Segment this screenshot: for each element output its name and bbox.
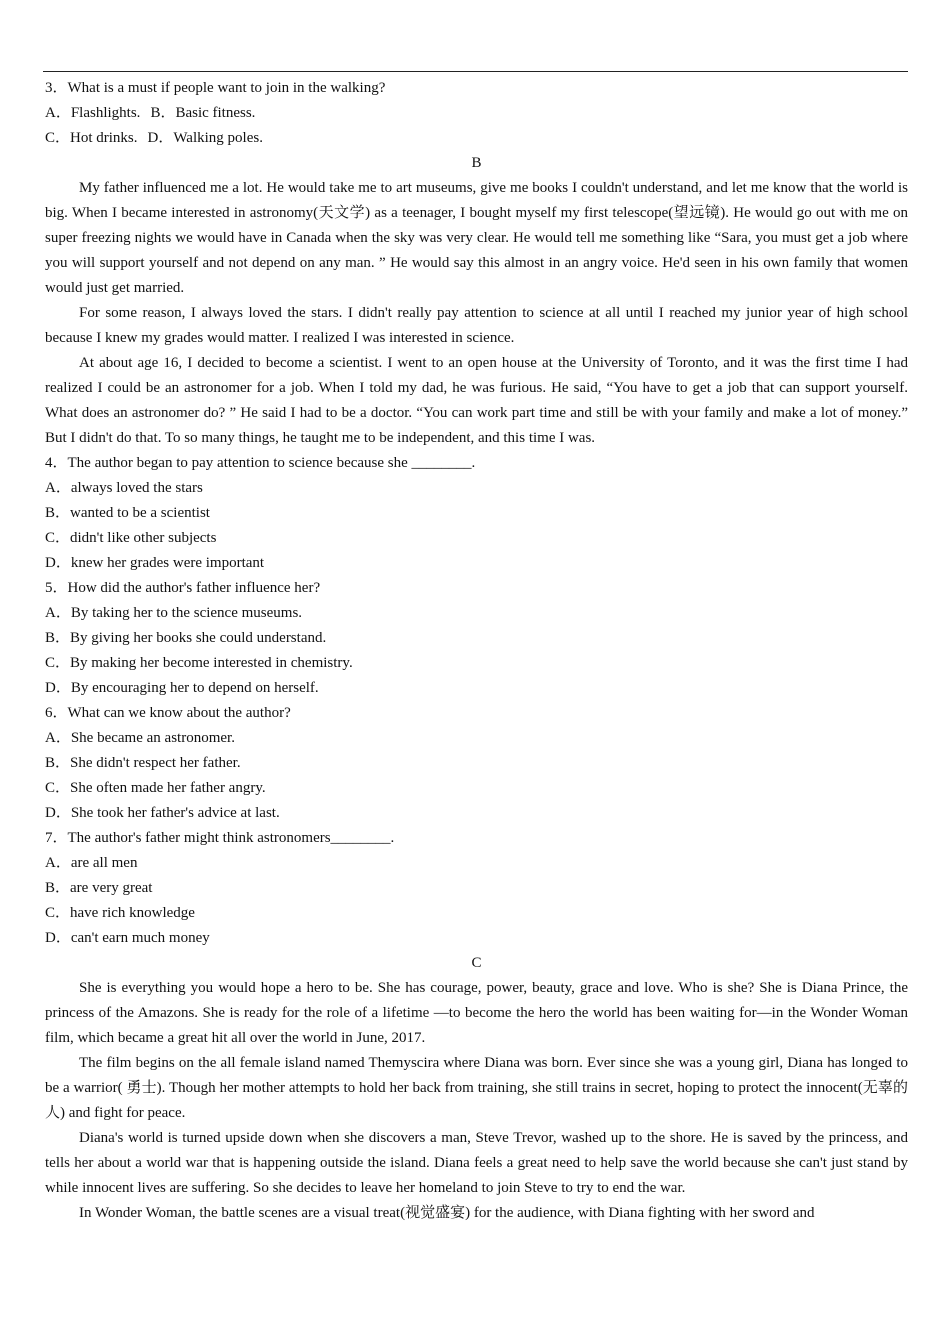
question-6: 6．What can we know about the author? — [45, 705, 291, 721]
question-3: 3．What is a must if people want to join in the walking? — [45, 80, 386, 96]
option-4b[interactable]: B．wanted to be a scientist — [45, 505, 210, 521]
section-c-paragraph-4: In Wonder Woman, the battle scenes are a visual treat(视觉盛宴) for the audience, with Diana fighting with her sword and — [79, 1205, 815, 1221]
section-b-paragraph-3: At about age 16, I decided to become a scientist. I went to an open house at the University of Toronto, and it was the first time I had realized I could be an astronomer for a job. When I told my dad, he was furious. He said, “You have to get a job that can support yourself. What does an astronomer do? ” He said I had to be a doctor. “You can work part time and still be with your family and make a lot of money.” But I didn't do that. To so many things, he taught me to be independent, and this time I was. — [45, 355, 908, 446]
option-4d[interactable]: D．knew her grades were important — [45, 555, 265, 571]
option-4c[interactable]: C．didn't like other subjects — [45, 530, 217, 546]
option-5d[interactable]: D．By encouraging her to depend on herself. — [45, 680, 319, 696]
section-c-paragraph-1: She is everything you would hope a hero to be. She has courage, power, beauty, grace and love. Who is she? She is Diana Prince, the princess of the Amazons. She is ready for the role of a lifetime —to become the hero the world has been waiting for—in the Wonder Woman film, which became a great hit all over the world in June, 2017. — [45, 980, 908, 1046]
question-3-options-row-1 — [45, 101, 908, 126]
option-6c[interactable]: C．She often made her father angry. — [45, 780, 266, 796]
section-b-paragraph-1: My father influenced me a lot. He would take me to art museums, give me books I couldn't understand, and let me know that the world is big. When I became interested in astronomy(天文学) as a teenager, I bought myself my first telescope(望远镜). He would go out with me on super freezing nights we would have in Canada when the sky was very clear. He would tell me something like “Sara, you must get a job where you will support yourself and not depend on any man. ” He would say this almost in an angry voice. He'd seen in his own family that women would just get married. — [45, 180, 908, 296]
question-3-options-row-2 — [45, 126, 908, 151]
option-6a[interactable]: A．She became an astronomer. — [45, 730, 235, 746]
option-7a[interactable]: A．are all men — [45, 855, 138, 871]
option-7b[interactable]: B．are very great — [45, 880, 153, 896]
question-7: 7．The author's father might think astronomers________. — [45, 830, 395, 846]
section-b-paragraph-2: For some reason, I always loved the stars. I didn't really pay attention to science at all until I reached my junior year of high school because I knew my grades would matter. I realized I was interested in science. — [45, 305, 908, 346]
option-5c[interactable]: C．By making her become interested in chemistry. — [45, 655, 353, 671]
option-3a[interactable]: A．Flashlights. — [45, 105, 141, 121]
question-4: 4．The author began to pay attention to science because she ________. — [45, 455, 476, 471]
section-c-paragraph-2: The film begins on the all female island named Themyscira where Diana was born. Ever since she was a young girl, Diana has longed to be a warrior( 勇士). Though her mother attempts to hold her back from training, she still trains in secret, hoping to protect the innocent(无辜的人) and fight for peace. — [45, 1055, 908, 1121]
option-7d[interactable]: D．can't earn much money — [45, 930, 210, 946]
option-3b[interactable]: B．Basic fitness. — [150, 105, 256, 121]
option-7c[interactable]: C．have rich knowledge — [45, 905, 195, 921]
option-3c[interactable]: C．Hot drinks. — [45, 130, 138, 146]
section-b-label: B — [471, 155, 482, 171]
option-6b[interactable]: B．She didn't respect her father. — [45, 755, 241, 771]
section-c-paragraph-3: Diana's world is turned upside down when she discovers a man, Steve Trevor, washed up to the shore. He is saved by the princess, and tells her about a world war that is happening outside the island. Diana feels a great need to help save the world because she can't just stand by while innocent lives are suffering. So she decides to leave her homeland to join Steve to try to end the war. — [45, 1130, 908, 1196]
option-5a[interactable]: A．By taking her to the science museums. — [45, 605, 303, 621]
option-6d[interactable]: D．She took her father's advice at last. — [45, 805, 280, 821]
section-c-label: C — [471, 955, 482, 971]
option-4a[interactable]: A．always loved the stars — [45, 480, 203, 496]
option-5b[interactable]: B．By giving her books she could understand. — [45, 630, 327, 646]
header-rule — [43, 71, 908, 72]
option-3d[interactable]: D．Walking poles. — [147, 130, 263, 146]
document-body — [45, 76, 908, 1226]
question-5: 5．How did the author's father influence her? — [45, 580, 321, 596]
